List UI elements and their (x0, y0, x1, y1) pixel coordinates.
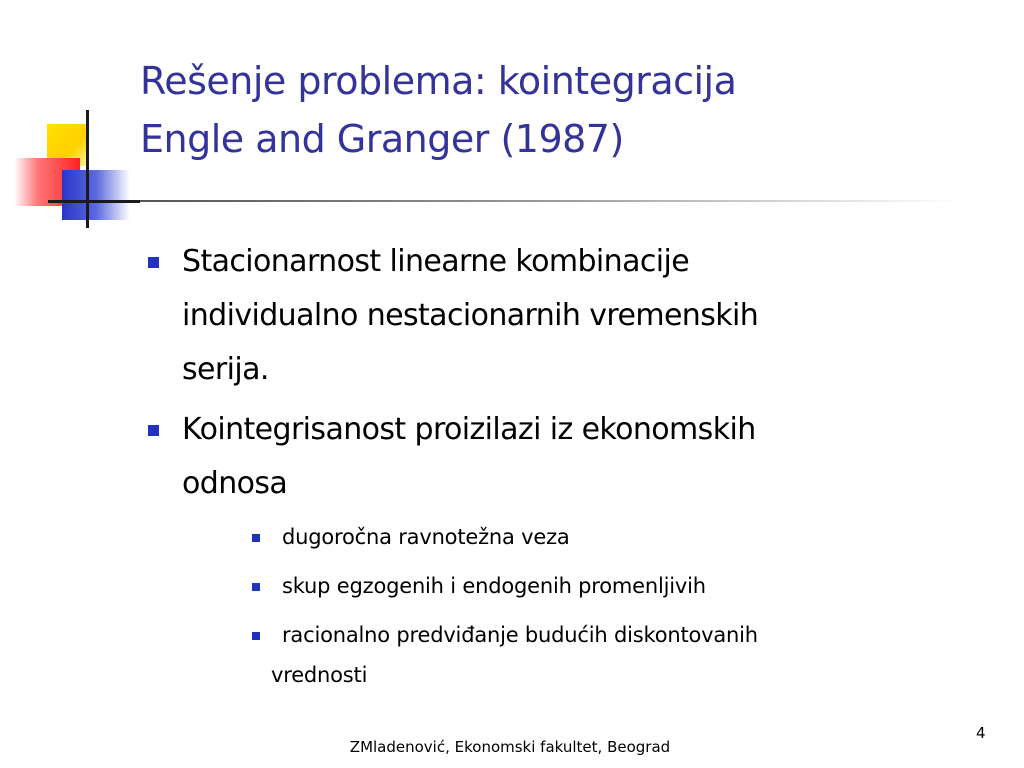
title-line: Engle and Granger (1987) (140, 117, 624, 161)
sub-bullet-item (245, 566, 1000, 606)
sub-bullet-item (245, 615, 1000, 695)
slide-title (140, 52, 1000, 168)
bullet-text-line: odnosa (182, 466, 288, 501)
sub-bullet-text-line: dugoročna ravnotežna veza (282, 525, 570, 549)
square-bullet-icon (252, 534, 260, 542)
bullet-text-line: individualno nestacionarnih vremenskih (182, 298, 759, 333)
logo-vertical-line (86, 110, 89, 228)
bullet-item (140, 235, 1000, 397)
bullet-item (140, 403, 1000, 511)
title-underline (140, 200, 960, 202)
sub-bullet-item (245, 517, 1000, 557)
sub-bullet-text-line: racionalno predviđanje budućih diskontovanih (282, 623, 758, 647)
bullet-text-line: Kointegrisanost proizilazi iz ekonomskih (182, 412, 756, 447)
bullet-text-line: serija. (182, 352, 269, 387)
decorative-squares-logo (0, 0, 140, 240)
square-bullet-icon (252, 632, 260, 640)
square-bullet-icon (252, 583, 260, 591)
square-bullet-icon (148, 425, 159, 436)
title-line: Rešenje problema: kointegracija (140, 59, 737, 103)
page-number: 4 (976, 724, 986, 742)
slide-footer: ZMladenović, Ekonomski fakultet, Beograd (349, 738, 671, 756)
square-bullet-icon (148, 257, 159, 268)
sub-bullet-text-line: skup egzogenih i endogenih promenljivih (282, 574, 706, 598)
slide-content (140, 235, 1000, 704)
logo-horizontal-line (48, 200, 140, 203)
bullet-text-line: Stacionarnost linearne kombinacije (182, 244, 690, 279)
blue-square-shape (62, 170, 130, 220)
sub-bullet-text-line: vrednosti (271, 663, 368, 687)
